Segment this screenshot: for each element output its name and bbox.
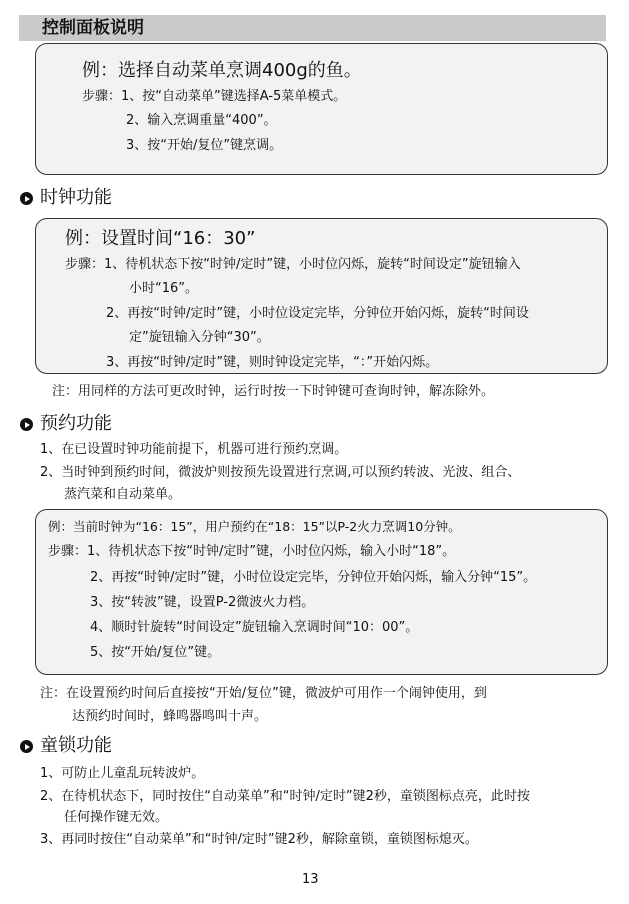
list-item: 3、再同时按住“自动菜单”和“时钟/定时”键2秒，解除童锁，童锁图标熄灭。 xyxy=(40,832,478,847)
example-step: 步骤：1、待机状态下按“时钟/定时”键，小时位闪烁，旋转“时间设定”旋钮输入 xyxy=(65,257,521,272)
note: 达预约时间时，蜂鸣器鸣叫十声。 xyxy=(72,709,268,724)
note: 注：用同样的方法可更改时钟，运行时按一下时钟键可查询时钟，解冻除外。 xyxy=(52,384,495,399)
example-step: 3、再按“时钟/定时”键，则时钟设定完毕，“：”开始闪烁。 xyxy=(106,355,439,370)
note: 注：在设置预约时间后直接按“开始/复位”键，微波炉可用作一个闹钟使用，到 xyxy=(40,686,487,701)
example-title: 例：设置时间“16：30” xyxy=(65,228,256,249)
section-bullet-icon xyxy=(20,192,33,205)
list-item: 2、当时钟到预约时间，微波炉则按预先设置进行烹调,可以预约转波、光波、组合、 xyxy=(40,465,521,480)
example-step: 4、顺时针旋转“时间设定”旋钮输入烹调时间“10：00”。 xyxy=(90,620,419,635)
example-step: 2、再按“时钟/定时”键，小时位设定完毕，分钟位开始闪烁，输入分钟“15”。 xyxy=(90,570,537,585)
section-heading-childlock: 童锁功能 xyxy=(40,735,112,756)
list-item: 蒸汽菜和自动菜单。 xyxy=(64,487,182,502)
example-step: 5、按“开始/复位”键。 xyxy=(90,645,221,660)
list-item: 1、在已设置时钟功能前提下，机器可进行预约烹调。 xyxy=(40,442,348,457)
list-item: 2、在待机状态下，同时按住“自动菜单”和“时钟/定时”键2秒，童锁图标点亮，此时按 xyxy=(40,789,530,804)
example-step: 3、按“开始/复位”键烹调。 xyxy=(126,138,283,153)
example-title: 例：选择自动菜单烹调400g的鱼。 xyxy=(82,60,362,81)
page-title: 控制面板说明 xyxy=(42,18,144,38)
list-item: 任何操作键无效。 xyxy=(64,810,169,825)
page-number: 13 xyxy=(302,872,319,887)
section-heading-reserve: 预约功能 xyxy=(40,413,112,434)
example-step: 定”旋钮输入分钟“30”。 xyxy=(129,330,270,345)
example-step: 步骤：1、按“自动菜单”键选择A-5菜单模式。 xyxy=(82,89,347,104)
example-step: 小时“16”。 xyxy=(129,281,199,296)
list-item: 1、可防止儿童乱玩转波炉。 xyxy=(40,766,205,781)
section-bullet-icon xyxy=(20,418,33,431)
example-title: 例：当前时钟为“16：15”，用户预约在“18：15”以P-2火力烹调10分钟。 xyxy=(48,519,461,534)
example-step: 步骤：1、待机状态下按“时钟/定时”键，小时位闪烁，输入小时“18”。 xyxy=(48,544,456,559)
section-heading-clock: 时钟功能 xyxy=(40,187,112,208)
example-step: 2、输入烹调重量“400”。 xyxy=(126,113,277,128)
example-step: 2、再按“时钟/定时”键，小时位设定完毕，分钟位开始闪烁，旋转“时间设 xyxy=(106,306,529,321)
section-bullet-icon xyxy=(20,740,33,753)
example-step: 3、按“转波”键，设置P-2微波火力档。 xyxy=(90,595,315,610)
